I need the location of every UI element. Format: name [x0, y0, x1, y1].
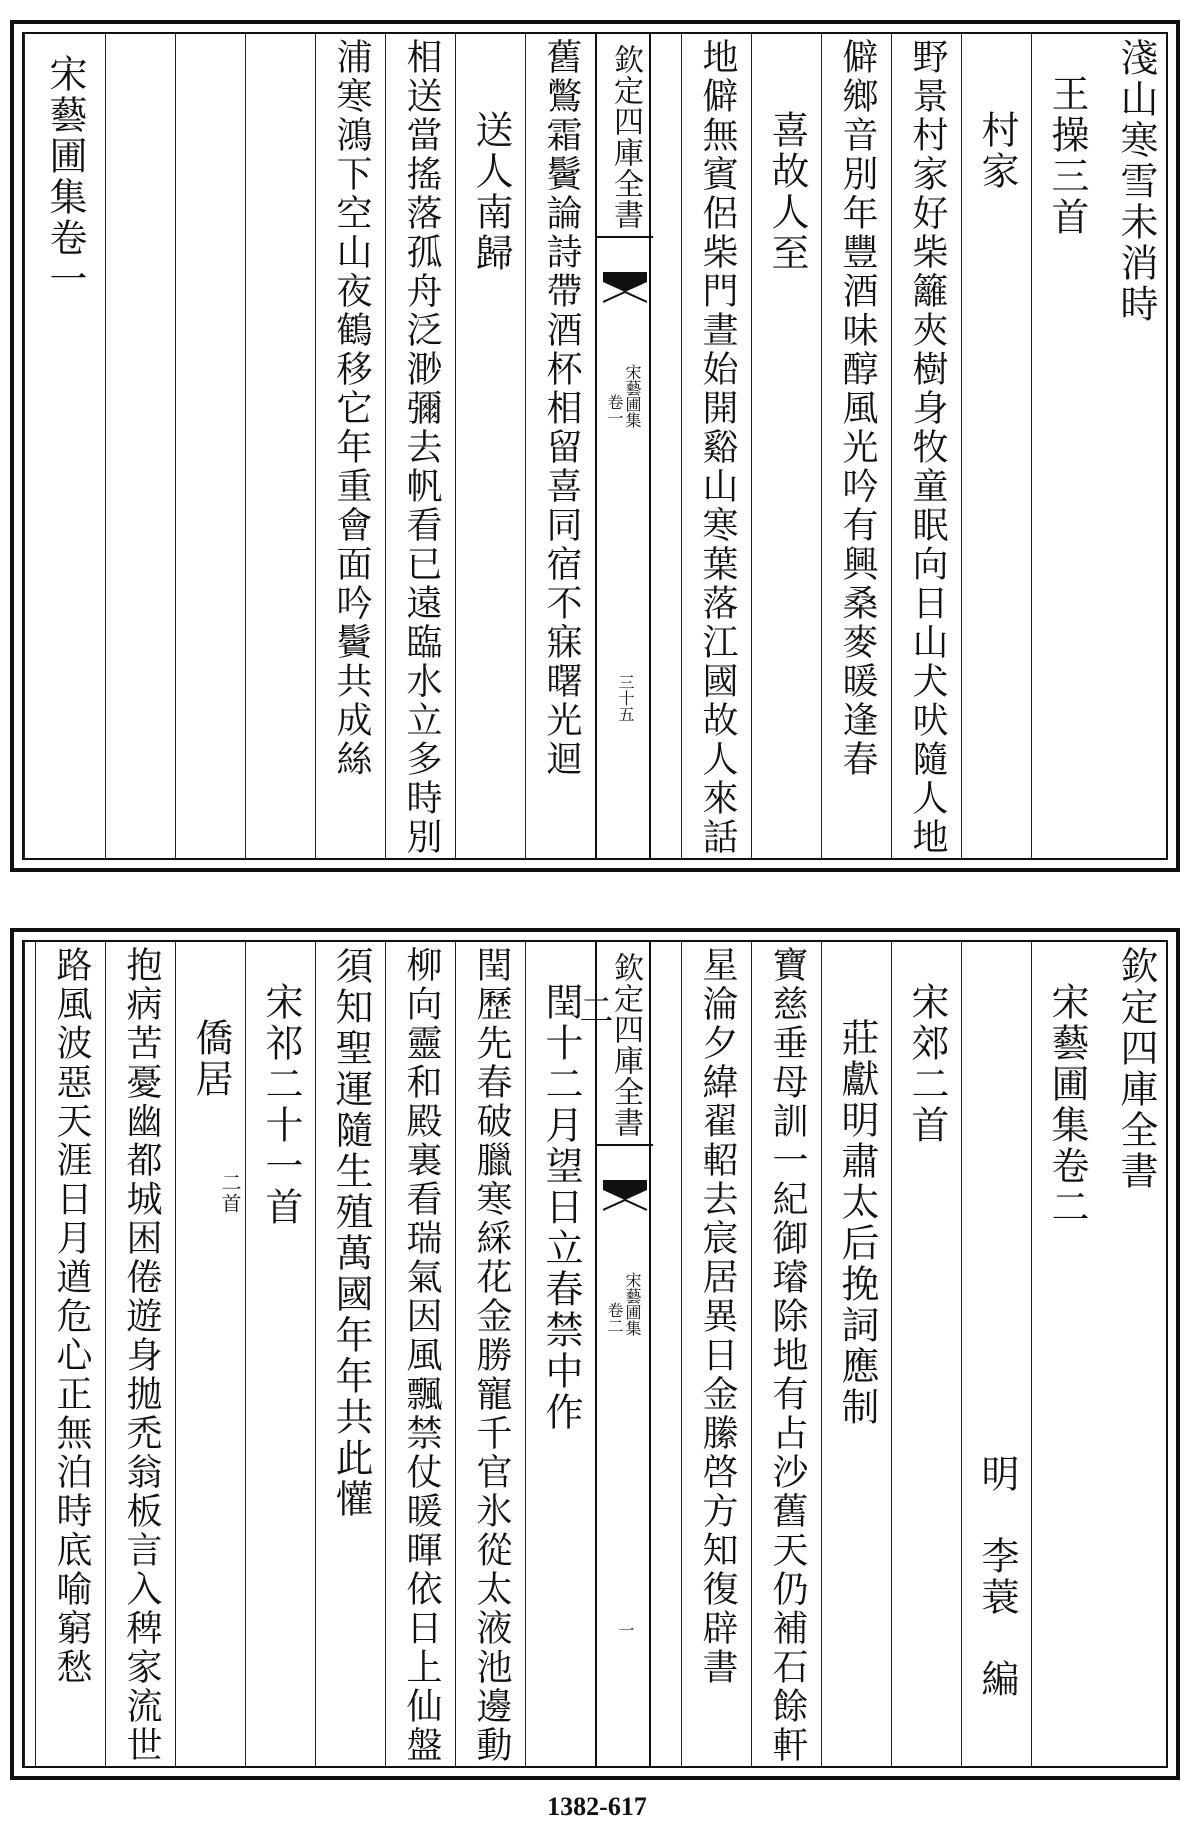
bot-text-r6: 星淪夕緯翟軺去宸居異日金縢啓方知復辟書 — [697, 946, 738, 1687]
bot-center-volume: 卷二 — [605, 1302, 624, 1334]
bot-col-r0 — [1101, 942, 1171, 1766]
top-text-l8: 宋藝圃集卷一 — [43, 54, 87, 300]
top-center-column — [595, 34, 651, 858]
top-page-frame — [22, 32, 1168, 860]
bottom-page — [10, 928, 1180, 1780]
bot-text-l0: 閏十二月望日立春禁中作 — [539, 982, 583, 1433]
bot-text-r2: 明 李蓑 編 — [975, 1454, 1019, 1700]
bot-col-l3 — [315, 942, 385, 1766]
bot-text-l7: 路風波惡天涯日月遒危心正無泊時底喻窮愁 — [51, 946, 92, 1687]
top-col-r1 — [1031, 34, 1101, 858]
top-col-r4 — [821, 34, 891, 858]
top-text-r6: 地僻無賓侶柴門晝始開谿山寒葉落江國故人來話 — [697, 38, 738, 857]
bot-col-l2 — [385, 942, 455, 1766]
bot-text-l2: 柳向靈和殿裏看瑞氣因風飄禁仗暖暉依日上仙盤 — [401, 946, 442, 1765]
bot-text-r3: 宋郊二首 — [905, 982, 949, 1146]
fish-tail-mark-icon — [603, 1180, 647, 1226]
bot-center-column — [595, 942, 651, 1766]
top-text-l1: 送人南歸 — [469, 110, 513, 274]
top-col-r5 — [751, 34, 821, 858]
top-col-r2 — [961, 34, 1031, 858]
bot-text-l4: 宋祁二十一首 — [259, 982, 303, 1228]
bot-col-r6 — [681, 942, 751, 1766]
top-text-r4: 僻鄉音別年豐酒味醇風光吟有興桑麥暖逢春 — [837, 38, 878, 779]
top-col-l3 — [315, 34, 385, 858]
top-text-r2: 村家 — [975, 110, 1019, 192]
top-col-l7 — [24, 34, 105, 858]
page-number-marker: 二 — [573, 992, 613, 1029]
bot-center-book: 宋藝圃集 — [623, 1272, 642, 1336]
top-page — [10, 20, 1180, 872]
top-text-l3: 浦寒鴻下空山夜鶴移它年重會面吟鬢共成絲 — [331, 38, 372, 779]
bot-col-l4 — [245, 942, 315, 1766]
bottom-page-frame — [22, 940, 1168, 1768]
bot-text-r5: 寶慈垂母訓一紀御璿除地有占沙舊天仍補石餘軒 — [767, 946, 808, 1765]
top-col-l1 — [455, 34, 525, 858]
top-col-r0 — [1101, 34, 1171, 858]
top-col-l0 — [525, 34, 595, 858]
bot-col-r3 — [891, 942, 961, 1766]
top-text-r1: 王操三首 — [1045, 74, 1089, 238]
top-text-r3: 野景村家好柴籬夾樹身牧童眠向日山犬吠隨人地 — [907, 38, 948, 857]
top-center-title: 欽定四庫全書 — [597, 44, 653, 238]
bot-col-r5 — [751, 942, 821, 1766]
top-col-l2 — [385, 34, 455, 858]
top-col-r3 — [891, 34, 961, 858]
bot-col-r1 — [1031, 942, 1101, 1766]
bot-text-r0: 欽定四庫全書 — [1114, 946, 1158, 1192]
bot-center-title: 欽定四庫全書 — [597, 952, 653, 1146]
bot-text-l1: 閏歷先春破臘寒綵花金勝寵千官氷從太液池邊動 — [471, 946, 512, 1765]
bot-col-l7 — [35, 942, 105, 1766]
footer-page-number: 1382-617 — [547, 1792, 647, 1821]
top-col-l4 — [245, 34, 315, 858]
bot-col-l6 — [105, 942, 175, 1766]
top-col-l6 — [105, 34, 175, 858]
top-col-r6 — [681, 34, 751, 858]
bot-col-r4 — [821, 942, 891, 1766]
bot-col-l0 — [525, 942, 595, 1766]
top-center-volume: 卷一 — [605, 394, 624, 426]
top-col-l5 — [175, 34, 245, 858]
bot-center-folio: 一 — [616, 1622, 635, 1638]
fish-tail-mark-icon — [603, 272, 647, 318]
bot-text-r1: 宋藝圃集卷二 — [1045, 982, 1089, 1228]
bot-col-l1 — [455, 942, 525, 1766]
top-center-book: 宋藝圃集 — [623, 364, 642, 428]
top-text-l0: 舊鷩霜鬢論詩帶酒杯相留喜同宿不寐曙光迴 — [541, 38, 582, 779]
qiaoju-note: 二首 — [218, 1172, 242, 1214]
bot-text-l5: 僑居 — [189, 1018, 233, 1100]
bot-col-r2 — [961, 942, 1031, 1766]
bot-text-l6: 抱病苦憂幽都城困倦遊身拋禿翁板言入稗家流世 — [121, 946, 162, 1765]
top-text-l2: 相送當搖落孤舟泛渺彌去帆看已遠臨水立多時別 — [401, 38, 442, 857]
bot-text-r4: 莊獻明肅太后挽詞應制 — [835, 1018, 879, 1428]
bot-col-l5 — [175, 942, 245, 1766]
top-text-r5: 喜故人至 — [765, 110, 809, 274]
bot-text-l3: 須知聖運隨生殖萬國年年共此懽 — [329, 946, 373, 1520]
top-center-folio: 三十五 — [616, 674, 635, 722]
top-text-r0: 淺山寒雪未消時 — [1114, 38, 1158, 325]
